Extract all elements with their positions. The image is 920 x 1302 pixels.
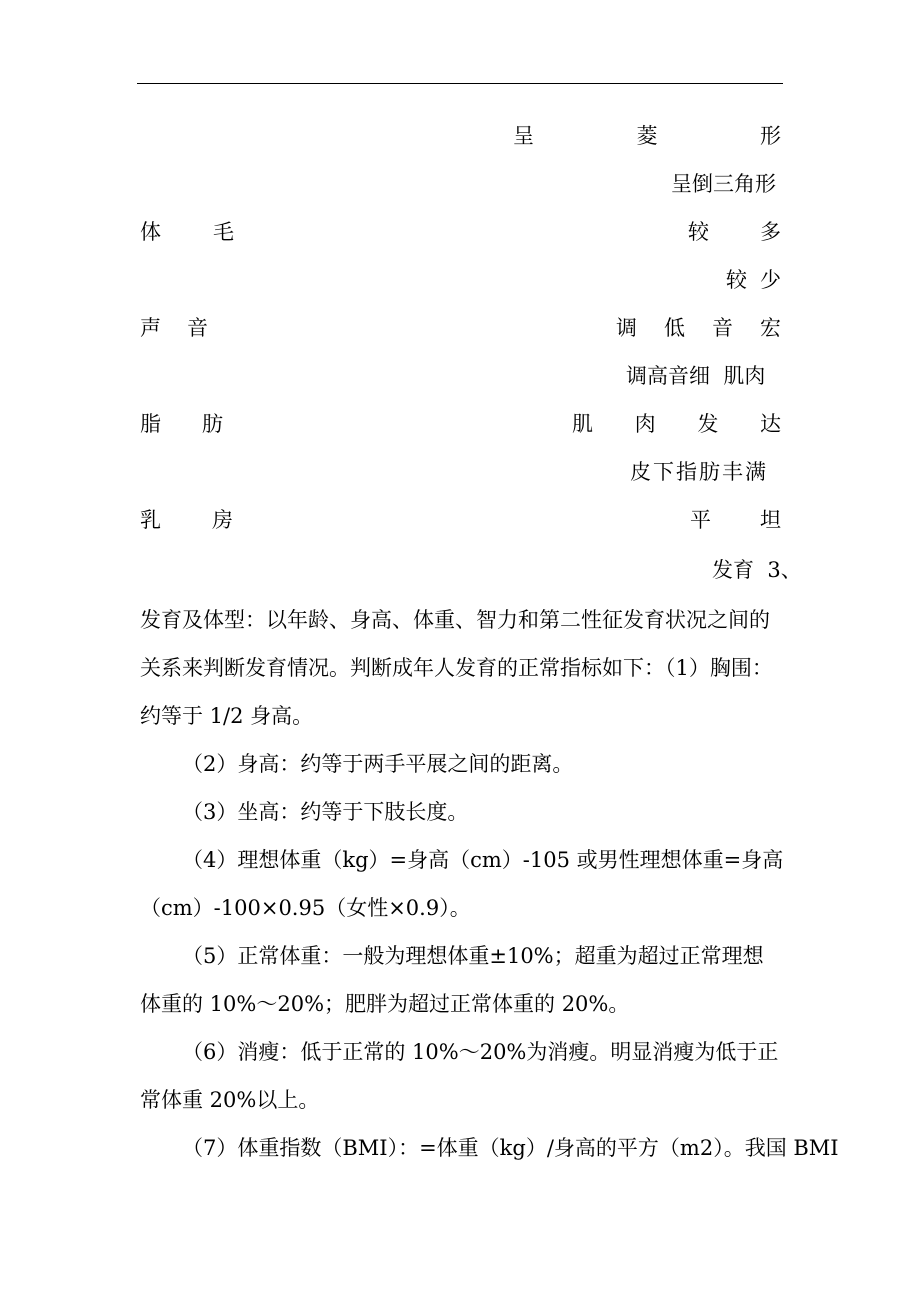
- table-cell-shape-male: 呈倒三角形: [671, 172, 776, 196]
- table-cell-text: 少: [760, 268, 781, 292]
- table-cell-body-hair-less: [726, 265, 781, 295]
- table-label-char: 毛: [213, 220, 234, 244]
- item-ideal-weight: （4）理想体重（kg）=身高（cm）-105 或男性理想体重=身高: [182, 848, 784, 872]
- table-cell-text: 菱: [636, 124, 658, 148]
- item-height: （2）身高：约等于两手平展之间的距离。: [182, 752, 574, 776]
- item-ideal-weight-cont: （cm）-100×0.95（女性×0.9）。: [140, 896, 471, 920]
- table-row-label-fat: [140, 409, 223, 439]
- table-cell-breast-flat: [690, 505, 781, 535]
- table-cell-text: 宏: [760, 316, 781, 340]
- table-row-label-body-hair: [140, 217, 234, 247]
- table-cell-voice-low: [616, 313, 781, 343]
- table-cell-text: 调: [616, 316, 637, 340]
- header-rule: [137, 83, 783, 84]
- body-text: [140, 596, 839, 1172]
- table-cell-text: 低: [664, 316, 685, 340]
- item-underweight: （6）消瘦：低于正常的 10%～20%为消瘦。明显消瘦为低于正: [182, 1040, 779, 1064]
- intro-line: 约等于 1/2 身高。: [140, 704, 314, 728]
- table-cell-text: 较: [726, 268, 747, 292]
- table-cell-text: 形: [760, 124, 781, 148]
- table-cell-text: 音: [712, 316, 733, 340]
- table-cell-text: 发: [697, 412, 719, 436]
- table-label-char: 脂: [140, 412, 161, 436]
- table-label-char: 房: [212, 508, 233, 532]
- table-cell-muscle-developed: [572, 409, 781, 439]
- table-label-char: 音: [187, 316, 208, 340]
- table-cell-text: 肉: [634, 412, 656, 436]
- table-cell-text: 坦: [760, 508, 781, 532]
- table-cell-subcutaneous-fat: 皮下指肪丰满: [630, 460, 768, 484]
- item-normal-weight-cont: 体重的 10%～20%；肥胖为超过正常体重的 20%。: [140, 992, 630, 1016]
- table-label-char: 肪: [202, 412, 223, 436]
- table-cell-voice-high: 调高音细 肌肉: [626, 364, 766, 388]
- item-sitting-height: （3）坐高：约等于下肢长度。: [182, 800, 469, 824]
- table-label-char: 体: [140, 220, 161, 244]
- item-bmi: （7）体重指数（BMI）：=体重（kg）/身高的平方（m2）。我国 BMI: [182, 1136, 839, 1160]
- intro-line: 发育及体型：以年龄、身高、体重、智力和第二性征发育状况之间的: [140, 608, 770, 632]
- table-cell-text: 肌: [572, 412, 593, 436]
- table-cell-text: 多: [760, 220, 781, 244]
- table-cell-body-hair-more: [688, 217, 781, 247]
- table-row-label-voice: [140, 313, 208, 343]
- item-underweight-cont: 常体重 20%以上。: [140, 1088, 320, 1112]
- table-row-shape-female-a: [513, 121, 781, 151]
- table-label-char: 乳: [140, 508, 161, 532]
- table-cell-text: 呈: [513, 124, 534, 148]
- table-row-label-breast: [140, 505, 233, 535]
- table-cell-development: 发育 3、: [712, 558, 802, 582]
- intro-line: 关系来判断发育情况。判断成年人发育的正常指标如下：（1）胸围：: [140, 656, 773, 680]
- table-label-char: 声: [140, 316, 161, 340]
- item-normal-weight: （5）正常体重：一般为理想体重±10%；超重为超过正常理想: [182, 944, 764, 968]
- table-cell-text: 平: [690, 508, 711, 532]
- table-cell-text: 较: [688, 220, 709, 244]
- table-cell-text: 达: [759, 412, 781, 436]
